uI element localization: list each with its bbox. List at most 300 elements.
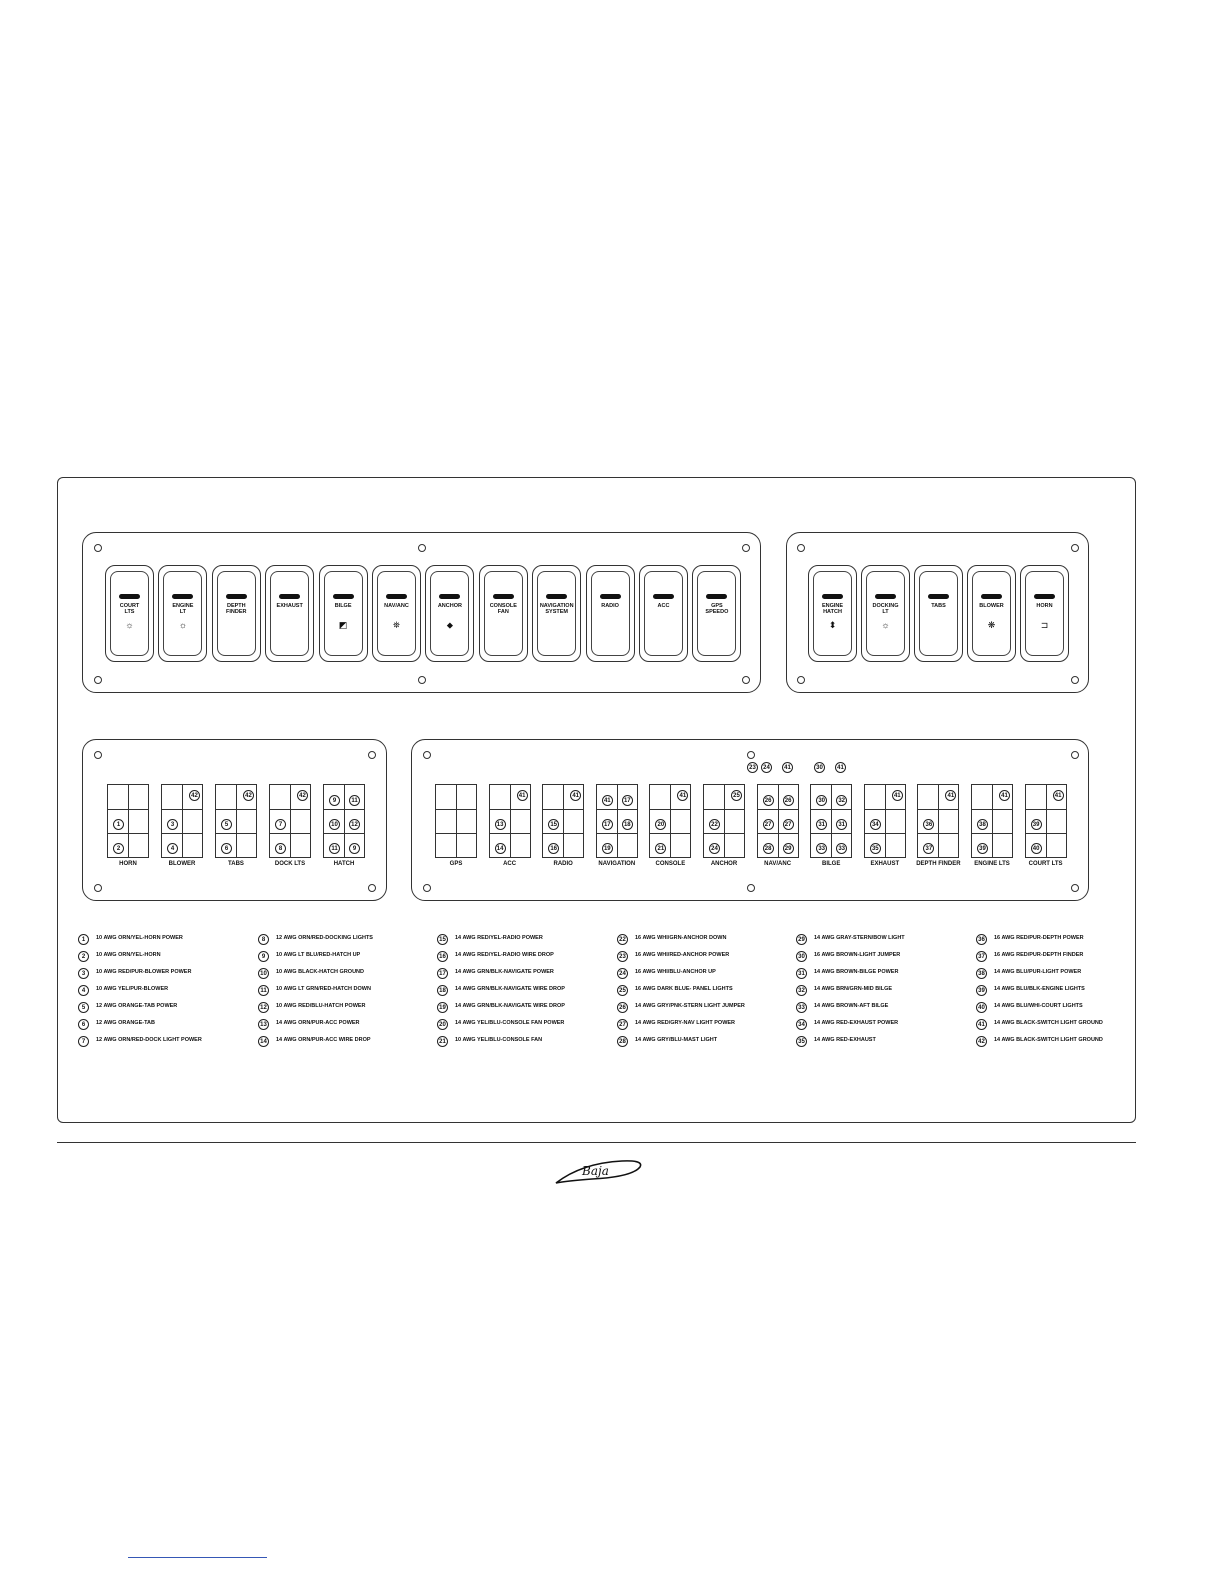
footer-rule — [57, 1142, 1136, 1143]
wire-number-badge: 27 — [783, 819, 794, 830]
legend-text: 10 AWG ORN/YEL-HORN POWER — [96, 935, 183, 941]
legend-number-badge: 37 — [976, 951, 987, 962]
top-switch[interactable] — [692, 565, 741, 662]
switch-symbol-icon: ⬍ — [828, 620, 837, 630]
mounting-hole — [1071, 751, 1079, 759]
top-switch[interactable] — [265, 565, 314, 662]
switch-indicator-led — [706, 594, 727, 599]
wire-number-badge: 5 — [221, 819, 232, 830]
legend-number-badge: 42 — [976, 1036, 987, 1047]
grid-line — [972, 833, 1012, 834]
wire-number-badge: 41 — [570, 790, 581, 801]
mounting-hole — [418, 544, 426, 552]
legend-number-badge: 11 — [258, 985, 269, 996]
switch-label: NAV/ANC — [384, 603, 409, 609]
legend-text: 10 AWG LT GRN/RED-HATCH DOWN — [276, 986, 371, 992]
wire-number-badge: 39 — [977, 843, 988, 854]
wire-number-badge: 41 — [945, 790, 956, 801]
legend-text: 16 AWG BROWN-LIGHT JUMPER — [814, 952, 901, 958]
grid-line — [108, 833, 148, 834]
mounting-hole — [368, 751, 376, 759]
legend-text: 10 AWG RED/PUR-BLOWER POWER — [96, 969, 192, 975]
switch-label: BILGE — [334, 603, 352, 609]
callout-number-badge: 23 — [747, 762, 758, 773]
wire-number-badge: 42 — [189, 790, 200, 801]
mounting-hole — [94, 884, 102, 892]
legend-text: 14 AWG BLACK-SWITCH LIGHT GROUND — [994, 1037, 1103, 1043]
grid-line — [344, 785, 345, 857]
wire-number-badge: 41 — [517, 790, 528, 801]
wire-number-badge: 8 — [275, 843, 286, 854]
grid-line — [704, 833, 744, 834]
breaker-block — [596, 784, 638, 858]
breaker-block — [703, 784, 745, 858]
legend-number-badge: 36 — [976, 934, 987, 945]
right-switch[interactable] — [808, 565, 857, 662]
wire-number-badge: 38 — [977, 819, 988, 830]
wire-number-badge: 32 — [836, 795, 847, 806]
legend-number-badge: 14 — [258, 1036, 269, 1047]
switch-indicator-led — [981, 594, 1002, 599]
right-switch[interactable] — [914, 565, 963, 662]
grid-line — [831, 785, 832, 857]
legend-number-badge: 2 — [78, 951, 89, 962]
mounting-hole — [1071, 544, 1079, 552]
legend-number-badge: 38 — [976, 968, 987, 979]
switch-rocker-face — [644, 571, 683, 656]
legend-text: 14 AWG BRN/GRN-MID BILGE — [814, 986, 893, 992]
switch-symbol-icon: ⬥ — [446, 620, 454, 630]
top-switch[interactable] — [479, 565, 528, 662]
legend-text: 16 AWG RED/PUR-DEPTH FINDER — [994, 952, 1084, 958]
grid-line — [456, 785, 457, 857]
grid-line — [236, 785, 237, 857]
grid-line — [324, 833, 364, 834]
wire-number-badge: 1 — [113, 819, 124, 830]
wire-number-badge: 9 — [349, 843, 360, 854]
wire-number-badge: 41 — [999, 790, 1010, 801]
legend-text: 14 AWG RED/GRY-NAV LIGHT POWER — [635, 1020, 736, 1026]
grid-line — [490, 809, 530, 810]
legend-number-badge: 28 — [617, 1036, 628, 1047]
grid-line — [724, 785, 725, 857]
grid-line — [811, 809, 851, 810]
mounting-hole — [1071, 676, 1079, 684]
breaker-block — [1025, 784, 1067, 858]
legend-text: 10 AWG RED/BLU-HATCH POWER — [276, 1003, 366, 1009]
breaker-label: ACC — [503, 861, 517, 867]
grid-line — [811, 833, 851, 834]
legend-number-badge: 7 — [78, 1036, 89, 1047]
wire-number-badge: 41 — [677, 790, 688, 801]
grid-line — [290, 785, 291, 857]
legend-number-badge: 18 — [437, 985, 448, 996]
grid-line — [182, 785, 183, 857]
switch-indicator-led — [928, 594, 949, 599]
grid-line — [510, 785, 511, 857]
legend-number-badge: 22 — [617, 934, 628, 945]
top-switch[interactable] — [212, 565, 261, 662]
top-switch[interactable] — [319, 565, 368, 662]
grid-line — [992, 785, 993, 857]
grid-line — [778, 785, 779, 857]
switch-label: NAVIGATION SYSTEM — [539, 603, 574, 615]
top-switch[interactable] — [158, 565, 207, 662]
switch-label: ACC — [657, 603, 670, 609]
grid-line — [972, 809, 1012, 810]
legend-number-badge: 16 — [437, 951, 448, 962]
grid-line — [543, 833, 583, 834]
mounting-hole — [797, 676, 805, 684]
breaker-label: NAVIGATION — [598, 861, 636, 867]
switch-rocker-face — [430, 571, 469, 656]
legend-text: 16 AWG WHI/GRN-ANCHOR DOWN — [635, 935, 727, 941]
mounting-hole — [742, 544, 750, 552]
grid-line — [436, 833, 476, 834]
wire-number-badge: 15 — [548, 819, 559, 830]
wire-number-badge: 17 — [622, 795, 633, 806]
switch-indicator-led — [172, 594, 193, 599]
legend-text: 16 AWG DARK BLUE- PANEL LIGHTS — [635, 986, 733, 992]
breaker-block — [323, 784, 365, 858]
legend-text: 14 AWG GRN/BLK-NAVIGATE WIRE DROP — [455, 986, 565, 992]
grid-line — [885, 785, 886, 857]
switch-label: BLOWER — [979, 603, 1004, 609]
switch-label: TABS — [931, 603, 946, 609]
switch-label: DEPTH FINDER — [226, 603, 247, 615]
legend-text: 14 AWG BLU/WHI-COURT LIGHTS — [994, 1003, 1083, 1009]
switch-indicator-led — [226, 594, 247, 599]
callout-number-badge: 41 — [782, 762, 793, 773]
top-switch[interactable] — [639, 565, 688, 662]
wire-number-badge: 28 — [763, 843, 774, 854]
switch-indicator-led — [493, 594, 514, 599]
legend-number-badge: 24 — [617, 968, 628, 979]
wire-number-badge: 27 — [763, 819, 774, 830]
wire-number-badge: 7 — [275, 819, 286, 830]
wire-number-badge: 40 — [1031, 843, 1042, 854]
wire-number-badge: 4 — [167, 843, 178, 854]
legend-number-badge: 30 — [796, 951, 807, 962]
wire-number-badge: 29 — [783, 843, 794, 854]
wire-number-badge: 11 — [349, 795, 360, 806]
legend-number-badge: 17 — [437, 968, 448, 979]
grid-line — [650, 809, 690, 810]
legend-text: 16 AWG WHI/RED-ANCHOR POWER — [635, 952, 730, 958]
legend-number-badge: 12 — [258, 1002, 269, 1013]
wire-number-badge: 26 — [783, 795, 794, 806]
breaker-block — [542, 784, 584, 858]
wire-number-badge: 2 — [113, 843, 124, 854]
mounting-hole — [1071, 884, 1079, 892]
wire-number-badge: 33 — [816, 843, 827, 854]
grid-line — [704, 809, 744, 810]
breaker-block — [757, 784, 799, 858]
grid-line — [918, 833, 958, 834]
grid-line — [162, 809, 202, 810]
grid-line — [865, 833, 905, 834]
grid-line — [324, 809, 364, 810]
legend-text: 14 AWG GRY/BLU-MAST LIGHT — [635, 1037, 718, 1043]
wire-number-badge: 10 — [329, 819, 340, 830]
wire-number-badge: 11 — [329, 843, 340, 854]
breaker-label: COURT LTS — [1028, 861, 1063, 867]
breaker-block — [810, 784, 852, 858]
grid-line — [436, 809, 476, 810]
legend-number-badge: 23 — [617, 951, 628, 962]
breaker-block — [107, 784, 149, 858]
legend-text: 14 AWG BLU/BLK-ENGINE LIGHTS — [994, 986, 1085, 992]
switch-rocker-face — [972, 571, 1011, 656]
wire-number-badge: 6 — [221, 843, 232, 854]
legend-text: 10 AWG YEL/BLU-CONSOLE FAN — [455, 1037, 543, 1043]
legend-text: 14 AWG ORN/PUR-ACC POWER — [276, 1020, 360, 1026]
breaker-label: RADIO — [553, 861, 573, 867]
legend-text: 14 AWG RED-EXHAUST POWER — [814, 1020, 899, 1026]
legend-text: 12 AWG ORN/RED-DOCK LIGHT POWER — [96, 1037, 202, 1043]
legend-number-badge: 21 — [437, 1036, 448, 1047]
top-switch[interactable] — [425, 565, 474, 662]
legend-text: 14 AWG BLU/PUR-LIGHT POWER — [994, 969, 1082, 975]
switch-indicator-led — [279, 594, 300, 599]
legend-number-badge: 20 — [437, 1019, 448, 1030]
breaker-label: BLOWER — [168, 861, 196, 867]
grid-line — [1026, 809, 1066, 810]
legend-number-badge: 15 — [437, 934, 448, 945]
grid-line — [563, 785, 564, 857]
switch-indicator-led — [1034, 594, 1055, 599]
grid-line — [918, 809, 958, 810]
legend-text: 10 AWG BLACK-HATCH GROUND — [276, 969, 364, 975]
breaker-block — [215, 784, 257, 858]
switch-rocker-face — [377, 571, 416, 656]
switch-indicator-led — [333, 594, 354, 599]
grid-line — [543, 809, 583, 810]
top-switch[interactable] — [372, 565, 421, 662]
legend-number-badge: 26 — [617, 1002, 628, 1013]
legend-number-badge: 32 — [796, 985, 807, 996]
switch-label: HORN — [1036, 603, 1053, 609]
legend-number-badge: 13 — [258, 1019, 269, 1030]
legend-number-badge: 41 — [976, 1019, 987, 1030]
switch-rocker-face — [919, 571, 958, 656]
legend-text: 14 AWG YEL/BLU-CONSOLE FAN POWER — [455, 1020, 565, 1026]
wire-number-badge: 37 — [923, 843, 934, 854]
legend-number-badge: 27 — [617, 1019, 628, 1030]
mounting-hole — [94, 544, 102, 552]
legend-text: 12 AWG ORANGE-TAB POWER — [96, 1003, 178, 1009]
wire-number-badge: 35 — [870, 843, 881, 854]
switch-indicator-led — [822, 594, 843, 599]
switch-label: GPS SPEEDO — [705, 603, 729, 615]
legend-number-badge: 40 — [976, 1002, 987, 1013]
wire-number-badge: 42 — [243, 790, 254, 801]
breaker-label: ENGINE LTS — [974, 861, 1010, 867]
switch-indicator-led — [439, 594, 460, 599]
grid-line — [216, 833, 256, 834]
switch-symbol-icon: ☼ — [125, 620, 134, 630]
wire-number-badge: 9 — [329, 795, 340, 806]
legend-number-badge: 6 — [78, 1019, 89, 1030]
callout-number-badge: 41 — [835, 762, 846, 773]
grid-line — [650, 833, 690, 834]
mounting-hole — [423, 751, 431, 759]
legend-text: 14 AWG GRY/PNK-STERN LIGHT JUMPER — [635, 1003, 745, 1009]
breaker-label: TABS — [228, 861, 244, 867]
grid-line — [490, 833, 530, 834]
breaker-label: CONSOLE — [655, 861, 686, 867]
wire-number-badge: 42 — [297, 790, 308, 801]
grid-line — [270, 833, 310, 834]
legend-text: 14 AWG ORN/PUR-ACC WIRE DROP — [276, 1037, 371, 1043]
breaker-label: GPS — [449, 861, 463, 867]
switch-indicator-led — [875, 594, 896, 599]
wire-number-badge: 34 — [870, 819, 881, 830]
mounting-hole — [797, 544, 805, 552]
legend-text: 12 AWG ORN/RED-DOCKING LIGHTS — [276, 935, 373, 941]
legend-number-badge: 5 — [78, 1002, 89, 1013]
wire-number-badge: 14 — [495, 843, 506, 854]
breaker-block — [971, 784, 1013, 858]
legend-text: 14 AWG GRN/BLK-NAVIGATE WIRE DROP — [455, 1003, 565, 1009]
switch-symbol-icon: ⛯ — [392, 620, 401, 630]
wire-number-badge: 20 — [655, 819, 666, 830]
breaker-label: EXHAUST — [870, 861, 900, 867]
legend-number-badge: 8 — [258, 934, 269, 945]
breaker-block — [864, 784, 906, 858]
wire-number-badge: 41 — [602, 795, 613, 806]
legend-text: 14 AWG RED/YEL-RADIO POWER — [455, 935, 543, 941]
grid-line — [597, 833, 637, 834]
switch-label: ANCHOR — [437, 603, 462, 609]
top-switch[interactable] — [532, 565, 581, 662]
legend-number-badge: 29 — [796, 934, 807, 945]
legend-number-badge: 34 — [796, 1019, 807, 1030]
breaker-block — [649, 784, 691, 858]
wire-number-badge: 26 — [763, 795, 774, 806]
grid-line — [108, 809, 148, 810]
switch-label: EXHAUST — [276, 603, 303, 609]
grid-line — [1026, 833, 1066, 834]
grid-line — [865, 809, 905, 810]
mounting-hole — [368, 884, 376, 892]
legend-number-badge: 35 — [796, 1036, 807, 1047]
mounting-hole — [747, 751, 755, 759]
breaker-label: BILGE — [822, 861, 841, 867]
breaker-label: NAV/ANC — [764, 861, 792, 867]
wire-number-badge: 33 — [836, 843, 847, 854]
grid-line — [670, 785, 671, 857]
switch-symbol-icon: ❋ — [987, 620, 996, 630]
wire-number-badge: 21 — [655, 843, 666, 854]
wire-number-badge: 25 — [731, 790, 742, 801]
switch-label: RADIO — [601, 603, 619, 609]
switch-label: COURT LTS — [119, 603, 140, 615]
legend-text: 14 AWG BLACK-SWITCH LIGHT GROUND — [994, 1020, 1103, 1026]
wire-number-badge: 3 — [167, 819, 178, 830]
legend-number-badge: 33 — [796, 1002, 807, 1013]
legend-number-badge: 4 — [78, 985, 89, 996]
wire-number-badge: 31 — [816, 819, 827, 830]
grid-line — [758, 809, 798, 810]
switch-rocker-face — [591, 571, 630, 656]
wire-number-badge: 41 — [1053, 790, 1064, 801]
switch-indicator-led — [546, 594, 567, 599]
switch-symbol-icon: ☼ — [178, 620, 188, 630]
breaker-label: DOCK LTS — [274, 861, 306, 867]
legend-number-badge: 25 — [617, 985, 628, 996]
switch-symbol-icon: ☼ — [881, 620, 890, 630]
grid-line — [128, 785, 129, 857]
switch-rocker-face — [270, 571, 309, 656]
switch-rocker-face — [1025, 571, 1064, 656]
right-switch[interactable] — [1020, 565, 1069, 662]
breaker-block — [917, 784, 959, 858]
logo-text: Baja — [582, 1164, 609, 1178]
switch-indicator-led — [653, 594, 674, 599]
wire-number-badge: 30 — [816, 795, 827, 806]
wire-number-badge: 22 — [709, 819, 720, 830]
wire-number-badge: 41 — [892, 790, 903, 801]
legend-text: 14 AWG RED-EXHAUST — [814, 1037, 876, 1043]
grid-line — [162, 833, 202, 834]
legend-text: 14 AWG RED/YEL-RADIO WIRE DROP — [455, 952, 554, 958]
breaker-block — [435, 784, 477, 858]
legend-text: 14 AWG GRAY-STERN/BOW LIGHT — [814, 935, 905, 941]
mounting-hole — [742, 676, 750, 684]
legend-text: 10 AWG ORN/YEL-HORN — [96, 952, 161, 958]
legend-number-badge: 9 — [258, 951, 269, 962]
right-switch[interactable] — [861, 565, 910, 662]
wire-number-badge: 13 — [495, 819, 506, 830]
breaker-label: DEPTH FINDER — [916, 861, 961, 867]
legend-text: 14 AWG BROWN-BILGE POWER — [814, 969, 899, 975]
switch-label: ENGINE LT — [172, 603, 194, 615]
switch-rocker-face — [324, 571, 363, 656]
breaker-label: ANCHOR — [710, 861, 738, 867]
switch-symbol-icon: ◩ — [338, 620, 348, 630]
callout-number-badge: 30 — [814, 762, 825, 773]
mounting-hole — [94, 751, 102, 759]
mounting-hole — [747, 884, 755, 892]
top-switch[interactable] — [586, 565, 635, 662]
footer-link[interactable] — [128, 1557, 267, 1558]
top-switch[interactable] — [105, 565, 154, 662]
grid-line — [617, 785, 618, 857]
breaker-block — [269, 784, 311, 858]
switch-label: CONSOLE FAN — [489, 603, 517, 615]
grid-line — [216, 809, 256, 810]
baja-logo — [552, 1157, 648, 1187]
breaker-block — [161, 784, 203, 858]
wire-number-badge: 12 — [349, 819, 360, 830]
legend-number-badge: 39 — [976, 985, 987, 996]
grid-line — [758, 833, 798, 834]
grid-line — [1046, 785, 1047, 857]
legend-number-badge: 19 — [437, 1002, 448, 1013]
mounting-hole — [423, 884, 431, 892]
breaker-label: HORN — [119, 861, 137, 867]
wire-number-badge: 39 — [1031, 819, 1042, 830]
right-switch[interactable] — [967, 565, 1016, 662]
wire-number-badge: 18 — [622, 819, 633, 830]
mounting-hole — [418, 676, 426, 684]
grid-line — [597, 809, 637, 810]
legend-number-badge: 10 — [258, 968, 269, 979]
breaker-label: HATCH — [333, 861, 355, 867]
legend-text: 10 AWG YEL/PUR-BLOWER — [96, 986, 169, 992]
wire-number-badge: 17 — [602, 819, 613, 830]
